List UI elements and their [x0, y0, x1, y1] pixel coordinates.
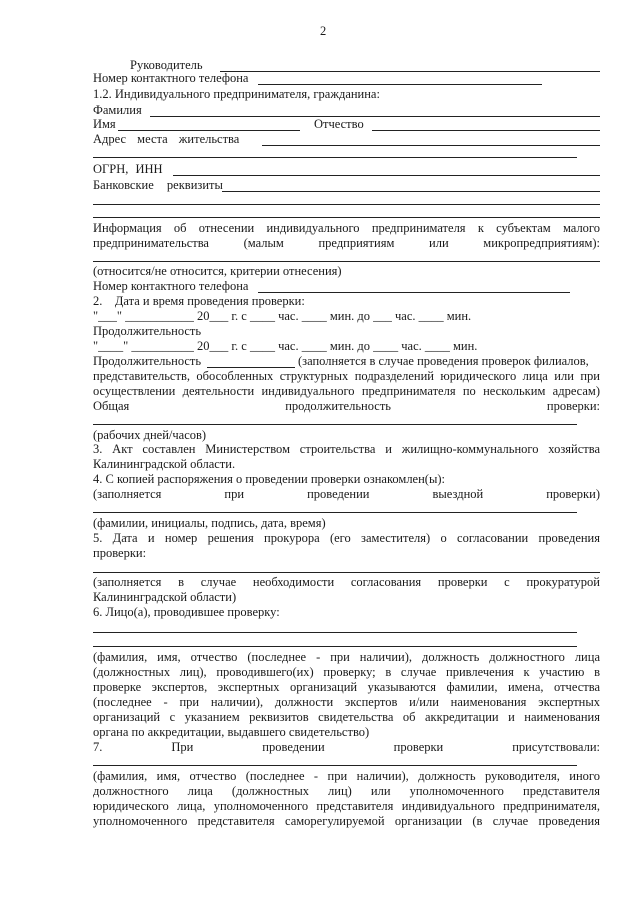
label-ogrn-inn: ОГРН, ИНН — [93, 162, 163, 176]
note-section-7-1: (фамилия, имя, отчество (последнее - при наличии), должность руководителя, иного — [93, 769, 600, 783]
line-section-5 — [93, 572, 600, 573]
section-4: 4. С копией распоряжения о проведении проверки ознакомлен(ы): — [93, 472, 445, 486]
section-5-line-2: проверки: — [93, 546, 147, 560]
line-section-7 — [93, 765, 577, 766]
note-total-duration: (рабочих дней/часов) — [93, 428, 207, 442]
note-section-7-3: юридического лица, уполномоченного представителя индивидуального предпринимателя, — [93, 799, 600, 813]
line-total-duration — [93, 424, 577, 425]
label-patronymic: Отчество — [314, 117, 364, 131]
line-address — [262, 145, 600, 146]
label-duration-1: Продолжительность — [93, 324, 202, 338]
note-section-6-1: (фамилия, имя, отчество (последнее - при наличии), должность должностного лица — [93, 650, 600, 664]
note-section-7-4: уполномоченного представителя саморегулируемой организации (в случае проведения — [93, 814, 600, 828]
label-phone-2: Номер контактного телефона — [93, 279, 249, 293]
line-bank-3 — [93, 217, 600, 218]
label-total-duration: Общая продолжительность проверки: — [93, 399, 600, 413]
line-bank — [222, 191, 600, 192]
section-2: 2. Дата и время проведения проверки: — [93, 294, 305, 308]
section-3-line-1: 3. Акт составлен Министерством строительства и жилищно-коммунального хозяйства — [93, 442, 600, 456]
note-section-6-3: проверке экспертов, экспертных организаций указываются фамилии, имена, отчества — [93, 680, 600, 694]
note-duration-4: осуществлении деятельности индивидуального предпринимателя по нескольким адресам) — [93, 384, 600, 398]
note-small-business: (относится/не относится, критерии отнесения) — [93, 264, 342, 278]
note-section-4-names: (фамилии, инициалы, подпись, дата, время) — [93, 516, 326, 530]
note-section-7-2: должностного лица (должностных лиц) или уполномоченного представителя — [93, 784, 600, 798]
datetime-row-1: "___" ___________ 20___ г. с ____ час. ____ мин. до ___ час. ____ мин. — [93, 309, 472, 323]
line-patronymic — [372, 130, 600, 131]
info-small-business-2: предпринимательства (малым предприятиям или микропредприятиям): — [93, 236, 600, 250]
note-section-6-2: (должностных лиц), проводившего(их) проверку; в случае привлечения к участию в — [93, 665, 600, 679]
line-name — [118, 130, 300, 131]
note-section-6-4: (последнее - при наличии), должности экспертов и/или наименования экспертных — [93, 695, 600, 709]
line-duration-2 — [207, 367, 295, 368]
label-duration-2: Продолжительность — [93, 354, 202, 368]
info-small-business-1: Информация об отнесении индивидуального предпринимателя к субъектам малого — [93, 221, 600, 235]
line-address-2 — [93, 157, 577, 158]
line-section-6-2 — [93, 646, 577, 647]
note-duration-3: представительств, обособленных структурных подразделений юридического лица или при — [93, 369, 600, 383]
label-bank: Банковские реквизиты — [93, 178, 223, 192]
note-section-6-6: органа по аккредитации, выдавшего свидетельство) — [93, 725, 370, 739]
note-duration-2: (заполняется в случае проведения проверок филиалов, — [298, 354, 589, 368]
line-section-6-1 — [93, 632, 577, 633]
line-ogrn-inn — [173, 175, 600, 176]
line-bank-2 — [93, 204, 600, 205]
line-director — [220, 71, 600, 72]
line-phone-1 — [258, 84, 542, 85]
label-surname: Фамилия — [93, 103, 142, 117]
line-small-business — [93, 261, 600, 262]
label-phone-1: Номер контактного телефона — [93, 71, 249, 85]
section-7: 7. При проведении проверки присутствовали: — [93, 740, 600, 754]
section-1-2: 1.2. Индивидуального предпринимателя, гражданина: — [93, 87, 380, 101]
page-number: 2 — [320, 24, 327, 38]
line-section-4 — [93, 512, 577, 513]
note-section-4: (заполняется при проведении выездной проверки) — [93, 487, 600, 501]
note-section-5-2: Калининградской области) — [93, 590, 237, 604]
label-address: Адрес места жительства — [93, 132, 240, 146]
section-6: 6. Лицо(а), проводившее проверку: — [93, 605, 280, 619]
label-director: Руководитель — [130, 58, 203, 72]
note-section-6-5: организаций с указанием реквизитов свидетельства об аккредитации и наименования — [93, 710, 600, 724]
line-phone-2 — [258, 292, 570, 293]
label-name: Имя — [93, 117, 116, 131]
line-surname — [150, 116, 600, 117]
datetime-row-2: "____" __________ 20___ г. с ____ час. ____ мин. до ____ час. ____ мин. — [93, 339, 478, 353]
note-section-5-1: (заполняется в случае необходимости согласования проверки с прокуратурой — [93, 575, 600, 589]
section-5-line-1: 5. Дата и номер решения прокурора (его заместителя) о согласовании проведения — [93, 531, 600, 545]
section-3-line-2: Калининградской области. — [93, 457, 236, 471]
